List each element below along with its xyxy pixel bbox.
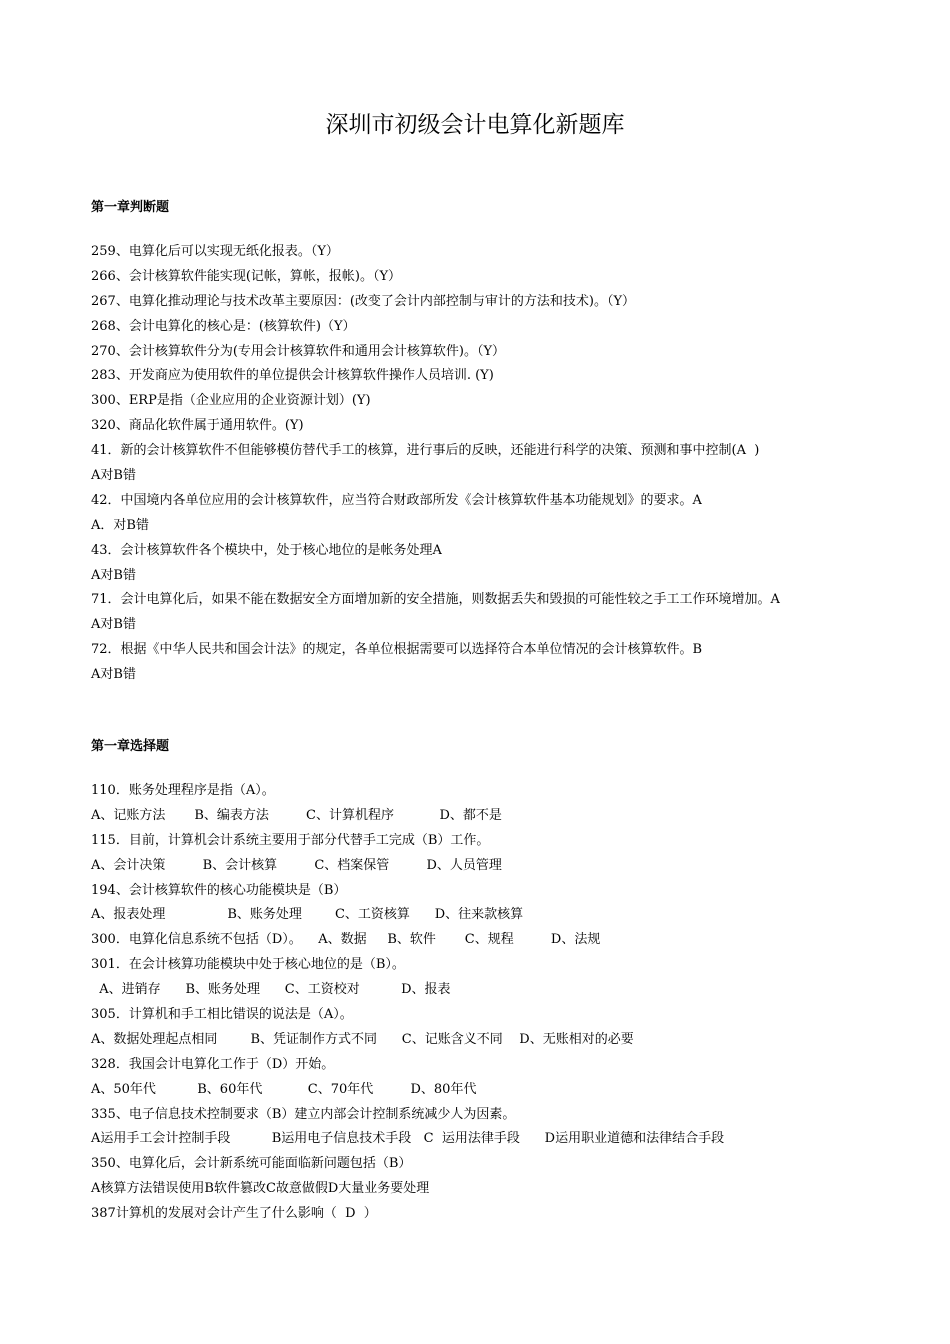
question-line: 320、商品化软件属于通用软件。(Y) <box>91 418 304 434</box>
answer-options-line: A．对B错 <box>91 517 149 533</box>
answer-options-line: A核算方法错误使用B软件篡改C故意做假D大量业务要处理 <box>91 1181 430 1197</box>
question-line: 267、电算化推动理论与技术改革主要原因：(改变了会计内部控制与审计的方法和技术)。（Y） <box>91 293 636 309</box>
answer-options-line: A、会计决策 B、会计核算 C、档案保管 D、人员管理 <box>91 857 502 873</box>
question-line: 71．会计电算化后，如果不能在数据安全方面增加新的安全措施，则数据丢失和毁损的可能性较之手工工作环境增加。A <box>91 592 780 608</box>
question-line: 283、开发商应为使用软件的单位提供会计核算软件操作人员培训. (Y) <box>91 368 494 384</box>
section-choice-body <box>91 779 891 1227</box>
question-line: 43．会计核算软件各个模块中，处于核心地位的是帐务处理A <box>91 542 442 558</box>
question-line: 115．目前，计算机会计系统主要用于部分代替手工完成（B）工作。 <box>91 832 490 848</box>
answer-options-line: A对B错 <box>91 617 136 633</box>
section-heading-judgement: 第一章判断题 <box>91 200 170 215</box>
answer-options-line: A、报表处理 B、账务处理 C、工资核算 D、往来款核算 <box>91 907 524 923</box>
page-title: 深圳市初级会计电算化新题库 <box>325 112 625 138</box>
section-judgement-body <box>91 240 891 688</box>
question-line: 72．根据《中华人民共和国会计法》的规定，各单位根据需要可以选择符合本单位情况的会计核算软件。B <box>91 642 703 658</box>
answer-options-line: A、50年代 B、60年代 C、70年代 D、80年代 <box>91 1081 477 1097</box>
section-heading-choice: 第一章选择题 <box>91 739 170 754</box>
question-line: 110．账务处理程序是指（A）。 <box>91 783 275 798</box>
question-line: 268、会计电算化的核心是：(核算软件)（Y） <box>91 318 356 334</box>
answer-options-line: A对B错 <box>91 468 136 484</box>
question-line: 387计算机的发展对会计产生了什么影响（ D ） <box>91 1206 377 1222</box>
answer-options-line: A对B错 <box>91 667 136 683</box>
answer-options-line: A对B错 <box>91 567 136 583</box>
question-line: 300、ERP是指（企业应用的企业资源计划）(Y) <box>91 393 371 409</box>
question-line: 266、会计核算软件能实现(记帐，算帐，报帐)。（Y） <box>91 268 402 284</box>
question-line: 300．电算化信息系统不包括（D）。 A、数据 B、软件 C、规程 D、法规 <box>91 932 601 948</box>
answer-options-line: A、数据处理起点相同 B、凭证制作方式不同 C、记账含义不同 D、无账相对的必要 <box>91 1031 634 1047</box>
answer-options-line: A、记账方法 B、编表方法 C、计算机程序 D、都不是 <box>91 807 502 823</box>
question-line: 301．在会计核算功能模块中处于核心地位的是（B）。 <box>91 957 405 973</box>
question-line: 328．我国会计电算化工作于（D）开始。 <box>91 1056 335 1072</box>
question-line: 259、电算化后可以实现无纸化报表。（Y） <box>91 244 339 259</box>
question-line: 305．计算机和手工相比错误的说法是（A）。 <box>91 1007 353 1023</box>
question-line: 270、会计核算软件分为(专用会计核算软件和通用会计核算软件)。（Y） <box>91 343 506 359</box>
answer-options-line: A、进销存 B、账务处理 C、工资校对 D、报表 <box>91 982 451 998</box>
question-line: 335、电子信息技术控制要求（B）建立内部会计控制系统减少人为因素。 <box>91 1106 516 1122</box>
question-line: 42．中国境内各单位应用的会计核算软件，应当符合财政部所发《会计核算软件基本功能规划》的要求。A <box>91 492 702 508</box>
question-line: 350、电算化后，会计新系统可能面临新问题包括（B） <box>91 1156 412 1172</box>
question-line: 194、会计核算软件的核心功能模块是（B） <box>91 882 347 898</box>
question-line: 41．新的会计核算软件不但能够模仿替代手工的核算，进行事后的反映，还能进行科学的决策、预测和事中控制(A ) <box>91 443 760 459</box>
answer-options-line: A运用手工会计控制手段 B运用电子信息技术手段 C 运用法律手段 D运用职业道德和法律结合手段 <box>91 1131 725 1147</box>
